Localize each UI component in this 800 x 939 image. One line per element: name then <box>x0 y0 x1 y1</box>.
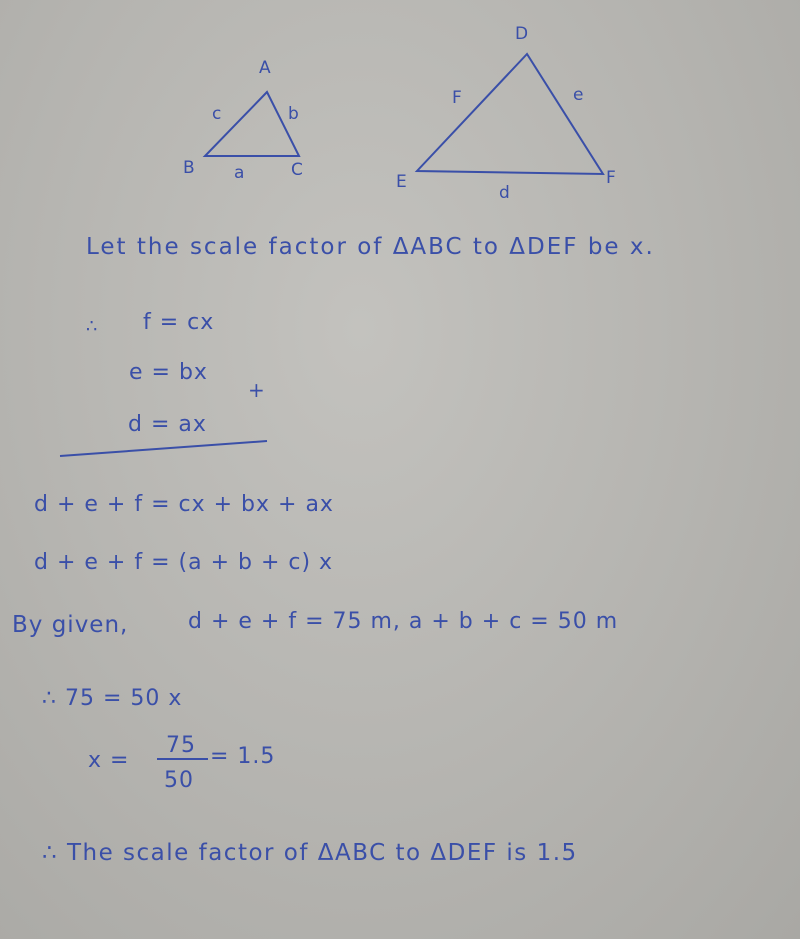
equation-d: d = ax <box>128 412 207 437</box>
sum-underline <box>60 441 267 456</box>
side-c-label: c <box>212 104 223 124</box>
therefore-symbol: ∴ <box>86 316 99 337</box>
sum-equation: d + e + f = cx + bx + ax <box>34 492 334 517</box>
plus-sign: + <box>248 378 266 402</box>
substitution-equation: ∴ 75 = 50 x <box>42 686 183 711</box>
conclusion-line: ∴ The scale factor of ΔABC to ΔDEF is 1.5 <box>42 840 578 866</box>
side-f-label: F <box>452 88 463 108</box>
fraction-denominator: 50 <box>164 768 194 793</box>
by-given-label: By given, <box>12 612 129 638</box>
triangle-abc <box>205 92 299 156</box>
vertex-d-label: D <box>515 24 530 44</box>
vertex-e-label: E <box>396 172 408 192</box>
fraction-numerator: 75 <box>166 733 196 758</box>
vertex-a-label: A <box>259 58 272 78</box>
given-values: d + e + f = 75 m, a + b + c = 50 m <box>188 609 619 634</box>
vertex-f-label: F <box>606 168 617 188</box>
equation-f: f = cx <box>143 310 215 335</box>
x-equals: x = <box>88 748 130 773</box>
side-b-label: b <box>288 104 300 124</box>
fraction-result: = 1.5 <box>210 744 276 769</box>
triangle-def <box>417 54 603 174</box>
statement-line: Let the scale factor of ΔABC to ΔDEF be x. <box>86 234 655 260</box>
equation-e: e = bx <box>129 360 208 385</box>
vertex-c-label: C <box>291 160 304 180</box>
side-e-label: e <box>573 85 585 105</box>
vertex-b-label: B <box>183 158 196 178</box>
side-a-label: a <box>234 163 246 183</box>
side-d-label: d <box>499 183 511 203</box>
factored-equation: d + e + f = (a + b + c) x <box>34 550 334 575</box>
